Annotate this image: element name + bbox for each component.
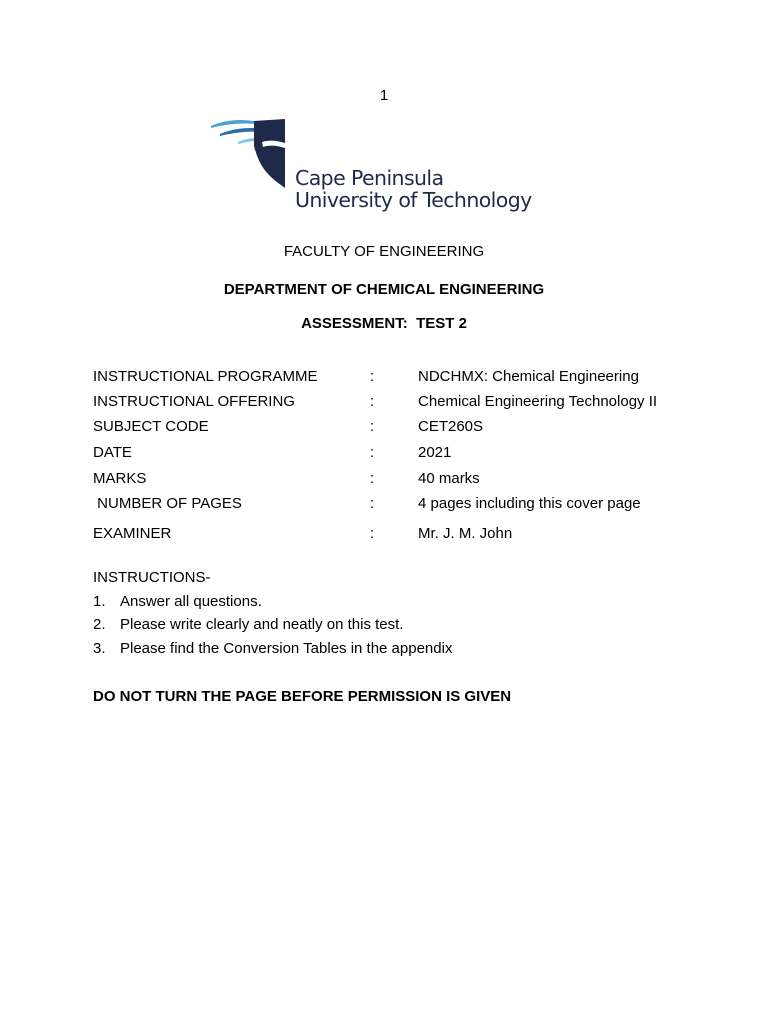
info-value: NDCHMX: Chemical Engineering — [418, 368, 639, 385]
logo-line-1: Cape Peninsula — [295, 166, 444, 190]
info-value: Chemical Engineering Technology II — [418, 393, 658, 410]
info-colon: : — [370, 525, 375, 542]
cput-emblem-icon — [208, 116, 308, 188]
instruction-number: 2. — [93, 616, 106, 633]
info-row-marks — [93, 470, 693, 490]
info-colon: : — [370, 495, 375, 512]
info-row-pages — [93, 495, 693, 515]
info-colon: : — [370, 418, 375, 435]
info-value: CET260S — [418, 418, 484, 435]
info-label: NUMBER OF PAGES — [93, 495, 242, 512]
info-label: MARKS — [93, 470, 147, 487]
info-colon: : — [370, 444, 375, 461]
info-label: SUBJECT CODE — [93, 418, 209, 435]
info-value: 4 pages including this cover page — [418, 495, 641, 512]
instruction-number: 3. — [93, 640, 106, 657]
info-label: DATE — [93, 444, 132, 461]
info-label: INSTRUCTIONAL PROGRAMME — [93, 368, 318, 385]
instruction-number: 1. — [93, 593, 106, 610]
info-colon: : — [370, 393, 375, 410]
logo-line-2: University of Technology — [295, 188, 532, 212]
page-number: 1 — [379, 87, 389, 104]
faculty-heading: FACULTY OF ENGINEERING — [283, 243, 485, 260]
info-value: Mr. J. M. John — [418, 525, 513, 542]
assessment-heading: ASSESSMENT: TEST 2 — [301, 315, 467, 332]
permission-warning: DO NOT TURN THE PAGE BEFORE PERMISSION IS GIVEN — [93, 688, 512, 705]
info-row-subject-code — [93, 418, 693, 438]
info-row-offering — [93, 393, 693, 413]
instruction-text: Please find the Conversion Tables in the appendix — [120, 640, 453, 657]
university-logo — [208, 116, 548, 216]
info-label: INSTRUCTIONAL OFFERING — [93, 393, 295, 410]
info-row-date — [93, 444, 693, 464]
info-value: 2021 — [418, 444, 452, 461]
info-row-examiner — [93, 525, 693, 545]
instruction-text: Answer all questions. — [120, 593, 262, 610]
instruction-text: Please write clearly and neatly on this test. — [120, 616, 404, 633]
info-value: 40 marks — [418, 470, 480, 487]
info-label: EXAMINER — [93, 525, 172, 542]
department-heading: DEPARTMENT OF CHEMICAL ENGINEERING — [223, 281, 545, 298]
info-colon: : — [370, 368, 375, 385]
info-row-programme — [93, 368, 693, 388]
instructions-title: INSTRUCTIONS- — [93, 569, 211, 586]
info-colon: : — [370, 470, 375, 487]
